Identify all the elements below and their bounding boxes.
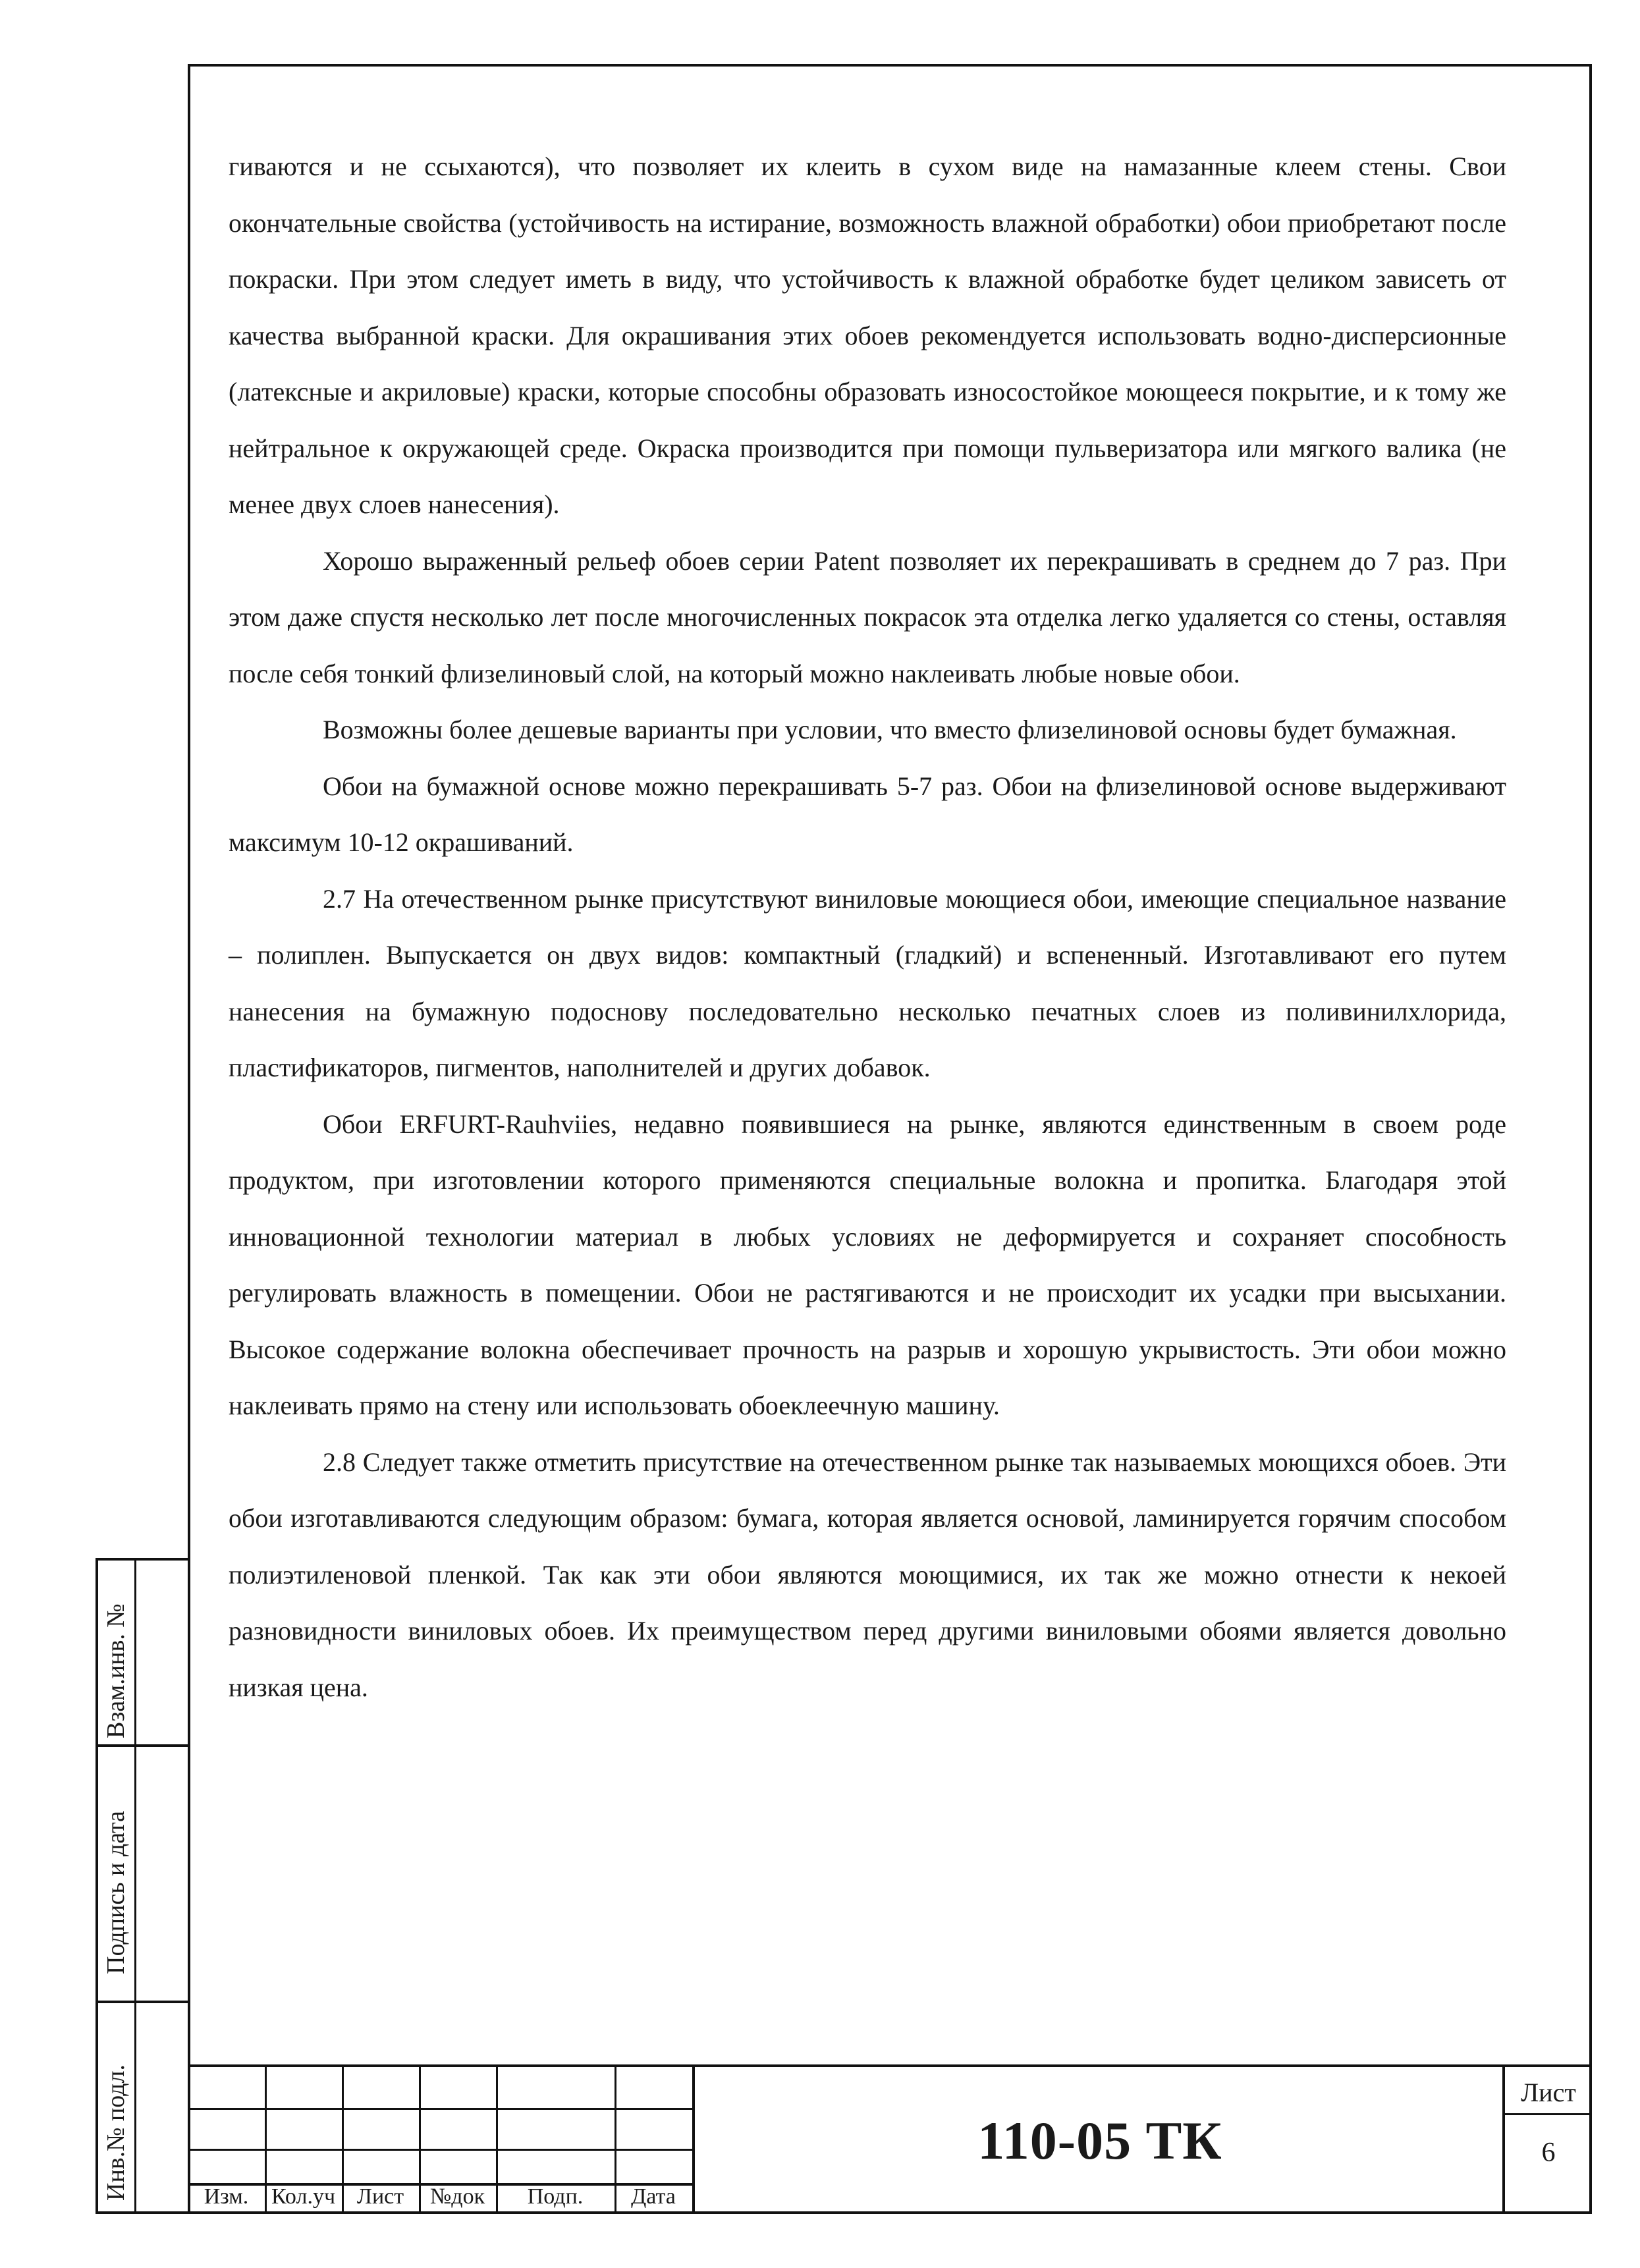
paragraph-2: Хорошо выраженный рельеф обоев серии Patent позволяет их перекрашивать в среднем до 7 раз. При этом даже спустя несколько лет после многочисленных покрасок эта отделка легко удаляется со стены, оставляя после себя тонкий флизелиновый слой, на который можно наклеивать любые новые обои. <box>229 545 1506 688</box>
side-cell-podpis <box>96 1744 188 2001</box>
side-cell-divider <box>134 1747 136 2001</box>
sheet-number: 6 <box>1541 2138 1556 2168</box>
side-label-vzam: Взам.инв. № <box>102 1603 130 1738</box>
col-podp-label: Подп. <box>527 2184 584 2209</box>
paragraph-4: Обои на бумажной основе можно перекрашивать 5-7 раз. Обои на флизелиновой основе выдерживают максимум 10-12 окрашиваний. <box>229 771 1506 857</box>
side-cell-divider <box>134 2003 136 2211</box>
document-body <box>229 138 1506 1715</box>
side-cell-inv <box>96 2001 188 2214</box>
col-data-label: Дата <box>631 2184 676 2209</box>
paragraph-7: 2.8 Следует также отметить присутствие на отечественном рынке так называемых моющихся обоев. Эти обои изготавливаются следующим образом: бумага, которая является основой, ламинируется горячим способом полиэтиленовой пленкой. Так как эти обои являются моющимися, их так же можно отнести к некоей разновидности виниловых обоев. Их преимуществом перед другими виниловыми обоями является довольно низкая цена. <box>229 1447 1506 1702</box>
revision-grid <box>188 2067 692 2214</box>
col-ndok-label: №док <box>429 2184 485 2209</box>
document-code: 110-05 ТК <box>692 2067 1505 2214</box>
side-stamp <box>96 1558 188 2214</box>
side-label-inv: Инв.№ подл. <box>102 2064 130 2201</box>
paragraph-3: Возможны более дешевые варианты при условии, что вместо флизелиновой основы будет бумажная. <box>323 715 1457 744</box>
sheet-box <box>1502 2067 1592 2214</box>
col-list-label: Лист <box>356 2184 404 2209</box>
col-kolvo-label: Кол.уч <box>271 2184 336 2209</box>
paragraph-1: гиваются и не ссыхаются), что позволяет их клеить в сухом виде на намазанные клеем стены. Свои окончательные свойства (устойчивость на истирание, возможность влажной обработки) обои приобретают после покраски. При этом следует иметь в виду, что устойчивость к влажной обработке будет целиком зависеть от качества выбранной краски. Для окрашивания этих обоев рекомендуется использовать водно-дисперсионные (латексные и акриловые) краски, которые способны образовать износостойкое моющееся покрытие, и к тому же нейтральное к окружающей среде. Окраска производится при помощи пульверизатора или мягкого валика (не менее двух слоев нанесения). <box>229 152 1506 519</box>
side-cell-divider <box>134 1561 136 1744</box>
col-izm-label: Изм. <box>204 2184 249 2209</box>
grid-row-line <box>188 2149 692 2151</box>
paragraph-5: 2.7 На отечественном рынке присутствуют виниловые моющиеся обои, имеющие специальное название – полиплен. Выпускается он двух видов: компактный (гладкий) и вспененный. Изготавливают его путем нанесения на бумажную подоснову последовательно несколько печатных слоев из поливинилхлорида, пластификаторов, пигментов, наполнителей и других добавок. <box>229 883 1506 1082</box>
sheet-label: Лист <box>1505 2072 1592 2115</box>
grid-row-line <box>188 2108 692 2110</box>
title-block <box>188 2064 1592 2214</box>
paragraph-6: Обои ERFURT-Rauhviies, недавно появившиеся на рынке, являются единственным в своем роде продуктом, при изготовлении которого применяются специальные волокна и пропитка. Благодаря этой инновационной технологии материал в любых условиях не деформируется и сохраняет способность регулировать влажность в помещении. Обои не растягиваются и не происходит их усадки при высыхании. Высокое содержание волокна обеспечивает прочность на разрыв и хорошую укрывистость. Эти обои можно наклеивать прямо на стену или использовать обоеклеечную машину. <box>229 1109 1506 1420</box>
side-label-podpis: Подпись и дата <box>102 1810 130 1974</box>
side-cell-vzam <box>96 1558 188 1744</box>
